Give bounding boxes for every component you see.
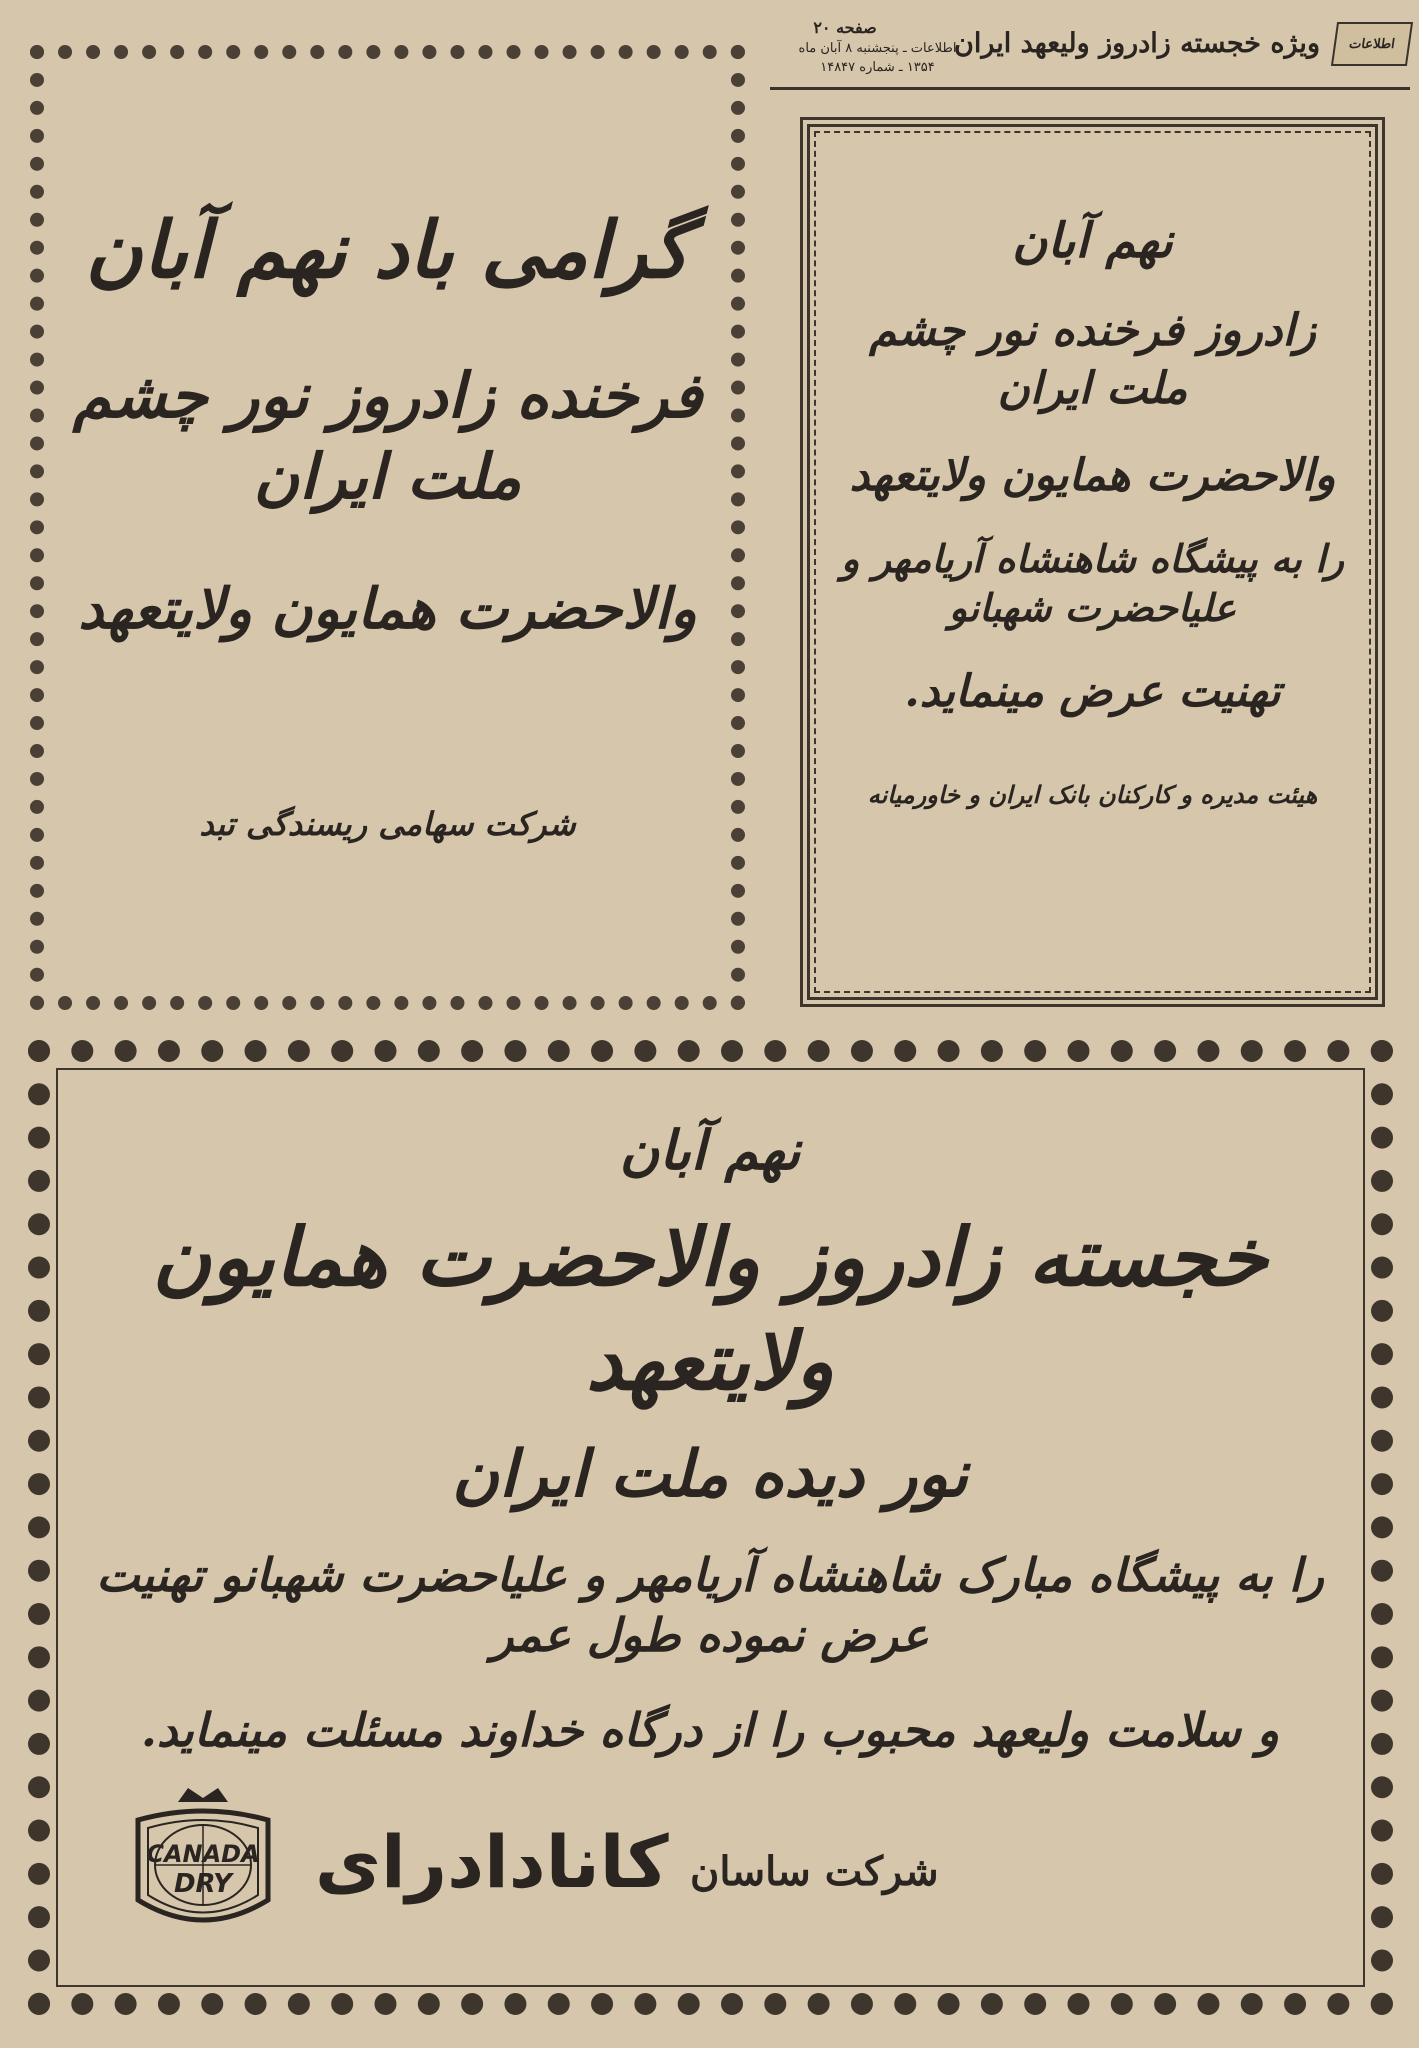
bottom-ad — [90, 1115, 1330, 1761]
left-ad-line: والاحضرت همایون ولایتعهد — [78, 575, 697, 642]
brand-company: شرکت ساسان — [690, 1848, 939, 1895]
right-ad-headline: نهم آبان — [1012, 213, 1173, 269]
bottom-ad-line: و سلامت ولیعهد محبوب را از درگاه خداوند مسئلت مینماید. — [140, 1702, 1280, 1757]
bottom-ad-line: نور دیده ملت ایران — [451, 1437, 969, 1513]
left-ad — [60, 200, 715, 843]
left-ad-headline: گرامی باد نهم آبان — [85, 205, 690, 296]
brand-name: کانادادرای — [315, 1820, 669, 1904]
logo-text-canada: CANADA — [146, 1840, 260, 1868]
right-ad-line: را به پیشگاه شاهنشاه آریامهر و علیاحضرت شهبانو — [841, 535, 1344, 631]
left-ad-signature: شرکت سهامی ریسندگی تبد — [199, 805, 576, 844]
logo-text-dry: DRY — [173, 1869, 233, 1899]
right-ad-line: والاحضرت همایون ولایتعهد — [849, 449, 1336, 501]
issue-date: اطلاعات ـ پنجشنبه ۸ آبان ماه — [798, 41, 957, 56]
masthead — [770, 18, 1410, 88]
bottom-ad-headline: نهم آبان — [619, 1118, 801, 1182]
bottom-ad-line: را به پیشگاه مبارک شاهنشاه آریامهر و علیاحضرت شهبانو تهنیت عرض نموده طول عمر — [96, 1548, 1324, 1663]
issue-info — [770, 40, 985, 78]
newspaper-logo: اطلاعات — [1331, 22, 1413, 66]
page-number: صفحه ۲۰ — [813, 18, 877, 37]
bottom-ad-line: خجسته زادروز والاحضرت همایون ولایتعهد — [152, 1210, 1268, 1409]
brand-row — [100, 1780, 1300, 1950]
masthead-rule — [770, 87, 1410, 90]
left-ad-line: فرخنده زادروز نور چشم ملت ایران — [72, 359, 703, 513]
issue-number: ۱۳۵۴ ـ شماره ۱۴۸۴۷ — [820, 59, 935, 75]
right-ad — [825, 210, 1360, 809]
canada-dry-logo — [118, 1780, 288, 1950]
special-issue-title: ویژه خجسته زادروز ولیعهد ایران — [953, 28, 1320, 59]
right-ad-line: زادروز فرخنده نور چشم ملت ایران — [869, 305, 1316, 414]
right-ad-line: تهنیت عرض مینماید. — [904, 665, 1281, 717]
right-ad-signature: هیئت مدیره و کارکنان بانک ایران و خاورمیانه — [867, 779, 1318, 809]
